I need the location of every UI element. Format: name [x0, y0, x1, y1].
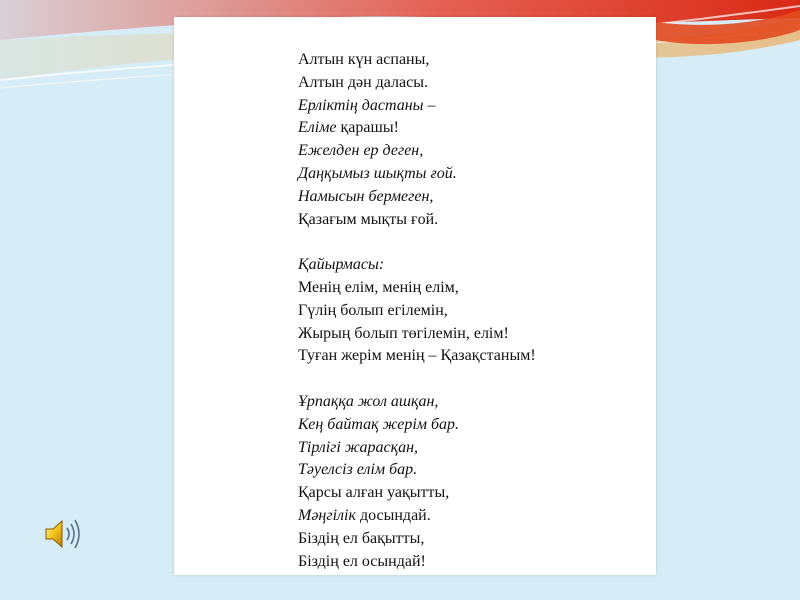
poem-line-text: Қарсы алған уақытты, [298, 484, 450, 502]
poem-line-text: Мәңгілік [298, 506, 356, 524]
poem-line-text: Гүлің болып егілемін, [298, 301, 448, 319]
poem-line-text: Ерліктің дастаны – [298, 96, 436, 114]
poem-line [298, 391, 638, 414]
poem-line-text: Намысын бермеген, [298, 187, 434, 205]
poem-line [298, 300, 638, 323]
poem-line-text: Ұрпаққа жол ашқан, [298, 392, 439, 410]
poem-line [298, 186, 638, 209]
poem-line-text: Біздің ел осындай! [298, 552, 426, 570]
poem-line [298, 163, 638, 186]
poem-line-text: Даңқымыз шықты ғой. [298, 164, 457, 182]
poem-line-text: Менің елім, менің елім, [298, 278, 459, 296]
poem-line-text: Кең байтақ жерім бар. [298, 415, 460, 433]
poem-line-text: Біздің ел бақытты, [298, 529, 425, 547]
poem-line [298, 254, 638, 277]
poem-line [298, 95, 638, 118]
poem-line-text: Қазағым мықты ғой. [298, 210, 439, 228]
poem-line [298, 551, 638, 574]
stanza [298, 391, 638, 573]
poem-line [298, 528, 638, 551]
stanza [298, 49, 638, 231]
poem-line [298, 277, 638, 300]
speaker-icon[interactable] [40, 516, 86, 552]
poem-line [298, 459, 638, 482]
poem-line-text: досындай. [355, 506, 431, 524]
poem-line [298, 482, 638, 505]
poem-line [298, 209, 638, 232]
poem-line [298, 437, 638, 460]
poem-line [298, 505, 638, 528]
poem-line [298, 72, 638, 95]
poem-line [298, 345, 638, 368]
poem-line-text: Алтын дән даласы. [298, 73, 428, 91]
poem-line [298, 49, 638, 72]
poem-line-text: Туған жерім менің – Қазақстаным! [298, 347, 536, 365]
poem-line-text: Тәуелсіз елім бар. [298, 461, 418, 479]
poem-line-text: қарашы! [336, 119, 399, 137]
poem-line-text: Еліме [298, 119, 337, 137]
poem-line-text: Ежелден ер деген, [298, 142, 424, 160]
poem-line-text: Тірлігі жарасқан, [298, 438, 419, 456]
poem-line-text: Алтын күн аспаны, [298, 51, 430, 68]
poem-line [298, 117, 638, 140]
poem-line [298, 140, 638, 163]
poem-line [298, 414, 638, 437]
poem-text [298, 49, 638, 573]
lyrics-page [174, 17, 656, 575]
stanza [298, 254, 638, 368]
poem-line-text: Жырың болып төгілемін, елім! [298, 324, 509, 342]
poem-line-text: Қайырмасы: [298, 256, 385, 274]
poem-line [298, 323, 638, 346]
